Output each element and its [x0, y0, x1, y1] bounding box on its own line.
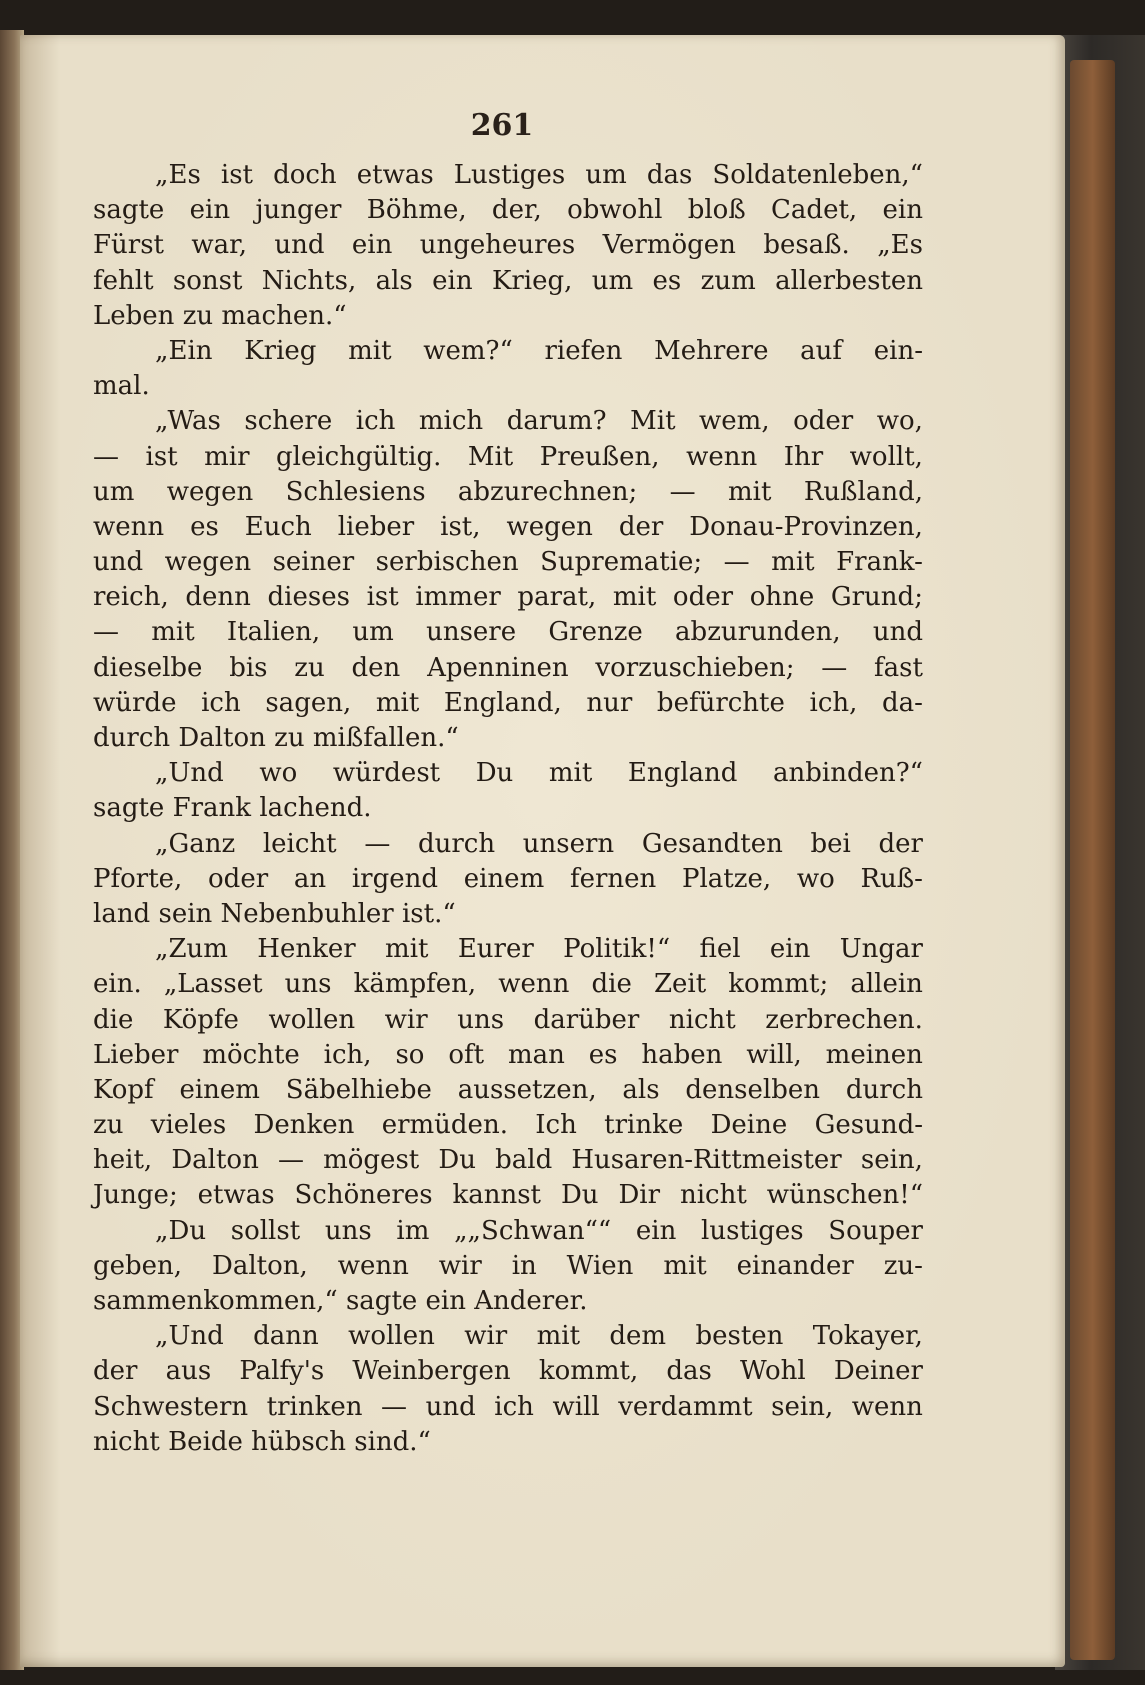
text-line: die Köpfe wollen wir uns darüber nicht zerbrechen. — [93, 1004, 923, 1035]
text-line: nicht Beide hübsch sind.“ — [93, 1426, 431, 1457]
text-line: dieselbe bis zu den Apenninen vorzuschieben; — fast — [93, 652, 923, 683]
text-line: reich, denn dieses ist immer parat, mit oder ohne Grund; — [93, 582, 923, 613]
page-number: 261 — [470, 108, 534, 143]
text-line: ein. „Lasset uns kämpfen, wenn die Zeit kommt; allein — [93, 969, 923, 1000]
text-line: mal. — [93, 371, 150, 402]
text-line: und wegen seiner serbischen Suprematie; — mit Frank- — [93, 547, 923, 578]
text-line: Kopf einem Säbelhiebe aussetzen, als denselben durch — [93, 1074, 923, 1105]
text-line: um wegen Schlesiens abzurechnen; — mit Rußland, — [93, 476, 923, 507]
text-line: heit, Dalton — mögest Du bald Husaren-Rittmeister sein, — [93, 1145, 923, 1176]
text-line: Lieber möchte ich, so oft man es haben will, meinen — [93, 1039, 923, 1070]
text-line: Pforte, oder an irgend einem fernen Platze, wo Ruß- — [93, 863, 923, 894]
text-line: zu vieles Denken ermüden. Ich trinke Deine Gesund- — [93, 1110, 923, 1141]
text-line: würde ich sagen, mit England, nur befürchte ich, da- — [93, 687, 923, 718]
text-line: „Ein Krieg mit wem?“ riefen Mehrere auf ein- — [155, 335, 923, 366]
text-line: „Was schere ich mich darum? Mit wem, oder wo, — [155, 406, 923, 437]
leather-binding-edge — [1070, 60, 1115, 1660]
page-text — [93, 158, 923, 1460]
text-line: land sein Nebenbuhler ist.“ — [93, 898, 456, 929]
text-line: der aus Palfy's Weinbergen kommt, das Wohl Deiner — [93, 1356, 923, 1387]
text-line: „Es ist doch etwas Lustiges um das Soldatenleben,“ — [155, 160, 923, 190]
text-line: wenn es Euch lieber ist, wegen der Donau-Provinzen, — [93, 511, 923, 542]
text-line: durch Dalton zu mißfallen.“ — [93, 723, 459, 753]
text-line: Junge; etwas Schöneres kannst Du Dir nicht wünschen!“ — [93, 1180, 923, 1211]
text-line: Fürst war, und ein ungeheures Vermögen besaß. „Es — [93, 230, 923, 261]
text-line: „Und wo würdest Du mit England anbinden?“ — [155, 758, 923, 789]
text-line: geben, Dalton, wenn wir in Wien mit einander zu- — [93, 1250, 923, 1281]
text-line: „Zum Henker mit Eurer Politik!“ fiel ein Ungar — [155, 934, 923, 965]
text-line: „Du sollst uns im „„Schwan““ ein lustiges Souper — [155, 1215, 923, 1246]
text-line: — mit Italien, um unsere Grenze abzurunden, und — [93, 617, 923, 648]
text-line: sagte ein junger Böhme, der, obwohl bloß Cadet, ein — [93, 195, 923, 226]
text-line: Leben zu machen.“ — [93, 300, 347, 331]
text-line: sagte Frank lachend. — [93, 793, 372, 824]
text-line: sammenkommen,“ sagte ein Anderer. — [93, 1286, 588, 1316]
text-line: — ist mir gleichgültig. Mit Preußen, wenn Ihr wollt, — [93, 441, 923, 472]
text-line: „Und dann wollen wir mit dem besten Tokayer, — [155, 1321, 923, 1352]
text-line: fehlt sonst Nichts, als ein Krieg, um es zum allerbesten — [93, 265, 923, 296]
text-line: „Ganz leicht — durch unsern Gesandten bei der — [155, 828, 923, 859]
text-line: Schwestern trinken — und ich will verdammt sein, wenn — [93, 1391, 923, 1422]
